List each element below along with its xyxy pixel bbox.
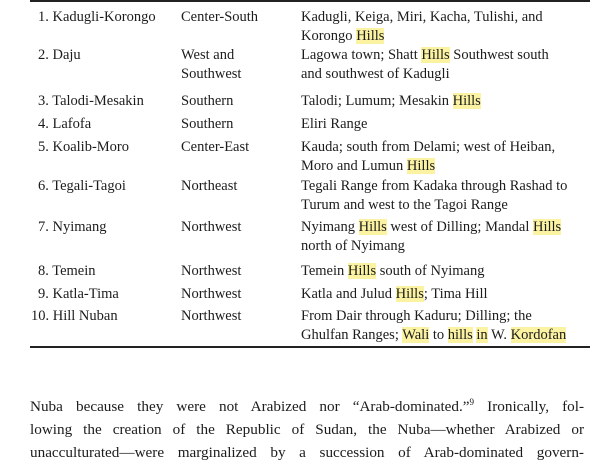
location-cell xyxy=(301,285,591,304)
language-group-name: 6. Tegali-Tagoi xyxy=(38,178,126,194)
highlighted-term: Hills xyxy=(347,263,377,279)
location-line xyxy=(301,237,591,256)
location-line xyxy=(301,46,591,65)
location-line xyxy=(301,196,591,215)
location-text: From Dair through Kaduru; Dilling; the xyxy=(301,308,532,324)
location-cell xyxy=(301,46,591,84)
region-cell: Southern xyxy=(181,116,234,132)
paragraph-text: Nuba because they were not Arabized nor “Arab-dominated.” xyxy=(30,398,470,415)
paragraph-text: Ironically, fol- xyxy=(474,398,585,415)
location-text: Talodi; Lumum; Mesakin xyxy=(301,93,453,109)
location-text: Korongo xyxy=(301,28,357,44)
highlighted-term: Wali xyxy=(402,327,430,343)
location-text: Nyimang xyxy=(301,219,359,235)
highlighted-term: Kordofan xyxy=(510,327,567,343)
location-text: Tegali Range from Kadaka through Rashad to xyxy=(301,178,568,194)
region-cell: Northeast xyxy=(181,178,238,194)
location-text: W. xyxy=(487,327,511,343)
region-cell xyxy=(181,46,291,84)
region-cell: Northwest xyxy=(181,308,242,324)
location-cell xyxy=(301,138,591,176)
location-line xyxy=(301,218,591,237)
language-group-name: 4. Lafofa xyxy=(38,116,92,132)
highlighted-term: hills xyxy=(447,327,473,343)
paragraph-line: lowing the creation of the Republic of Sudan, the Nuba—whether Arabized or xyxy=(30,421,584,438)
location-cell xyxy=(301,177,591,215)
location-text: ; Tima Hill xyxy=(423,286,488,302)
location-text: and southwest of Kadugli xyxy=(301,66,450,82)
location-text: Temein xyxy=(301,263,348,279)
location-line xyxy=(301,115,591,134)
location-line xyxy=(301,285,591,304)
location-line xyxy=(301,307,591,326)
language-group-name: 3. Talodi-Mesakin xyxy=(38,93,144,109)
location-cell xyxy=(301,218,591,256)
region-line: West and xyxy=(181,47,235,63)
location-line xyxy=(301,262,591,281)
location-line xyxy=(301,8,591,27)
location-cell xyxy=(301,8,591,46)
location-text: Kauda; south from Delami; west of Heiban, xyxy=(301,139,556,155)
table-top-rule xyxy=(30,0,590,2)
location-text: Lagowa town; Shatt xyxy=(301,47,422,63)
paragraph-line xyxy=(30,395,584,418)
location-text: Katla and Julud xyxy=(301,286,396,302)
language-group-name: 10. Hill Nuban xyxy=(31,308,118,324)
highlighted-term: Hills xyxy=(358,219,387,235)
location-cell xyxy=(301,307,591,345)
highlighted-term: in xyxy=(476,327,488,343)
footnote-marker[interactable]: 9 xyxy=(469,396,475,407)
language-group-name: 2. Daju xyxy=(38,47,81,63)
region-cell: Southern xyxy=(181,93,234,109)
region-cell: Center-East xyxy=(181,139,250,155)
location-text: Moro and Lumun xyxy=(301,158,407,174)
location-text: Eliri Range xyxy=(301,116,368,132)
location-line xyxy=(301,157,591,176)
highlighted-term: Hills xyxy=(406,158,436,174)
location-line xyxy=(301,138,591,157)
location-text: Turum and west to the Tagoi Range xyxy=(301,197,508,213)
location-line xyxy=(301,65,591,84)
language-group-name: 9. Katla-Tima xyxy=(38,286,119,302)
highlighted-term: Hills xyxy=(356,28,385,44)
location-cell xyxy=(301,115,591,134)
highlighted-term: Hills xyxy=(395,286,424,302)
location-text: west of Dilling; Mandal xyxy=(386,219,533,235)
location-cell xyxy=(301,262,591,281)
highlighted-term: Hills xyxy=(452,93,481,109)
paragraph-line: unacculturated—were marginalized by a succession of Arab-dominated govern- xyxy=(30,444,584,461)
location-line xyxy=(301,177,591,196)
region-cell: Northwest xyxy=(181,286,242,302)
location-text: Kadugli, Keiga, Miri, Kacha, Tulishi, and xyxy=(301,9,543,25)
language-group-name: 1. Kadugli-Korongo xyxy=(38,9,156,25)
location-line xyxy=(301,92,591,111)
highlighted-term: Hills xyxy=(421,47,450,63)
language-group-name: 5. Koalib-Moro xyxy=(38,139,130,155)
language-group-name: 8. Temein xyxy=(38,263,96,279)
body-paragraph xyxy=(30,395,584,464)
location-text: to xyxy=(429,327,448,343)
location-text: north of Nyimang xyxy=(301,238,405,254)
region-cell: Northwest xyxy=(181,263,242,279)
region-line: Southwest xyxy=(181,66,242,82)
location-text: Southwest south xyxy=(449,47,549,63)
region-cell: Center-South xyxy=(181,9,259,25)
highlighted-term: Hills xyxy=(533,219,562,235)
location-cell xyxy=(301,92,591,111)
location-line xyxy=(301,27,591,46)
table-bottom-rule xyxy=(30,346,590,348)
location-text: south of Nyimang xyxy=(376,263,485,279)
language-group-name: 7. Nyimang xyxy=(38,219,107,235)
region-cell: Northwest xyxy=(181,219,242,235)
location-text: Ghulfan Ranges; xyxy=(301,327,403,343)
location-line xyxy=(301,326,591,345)
